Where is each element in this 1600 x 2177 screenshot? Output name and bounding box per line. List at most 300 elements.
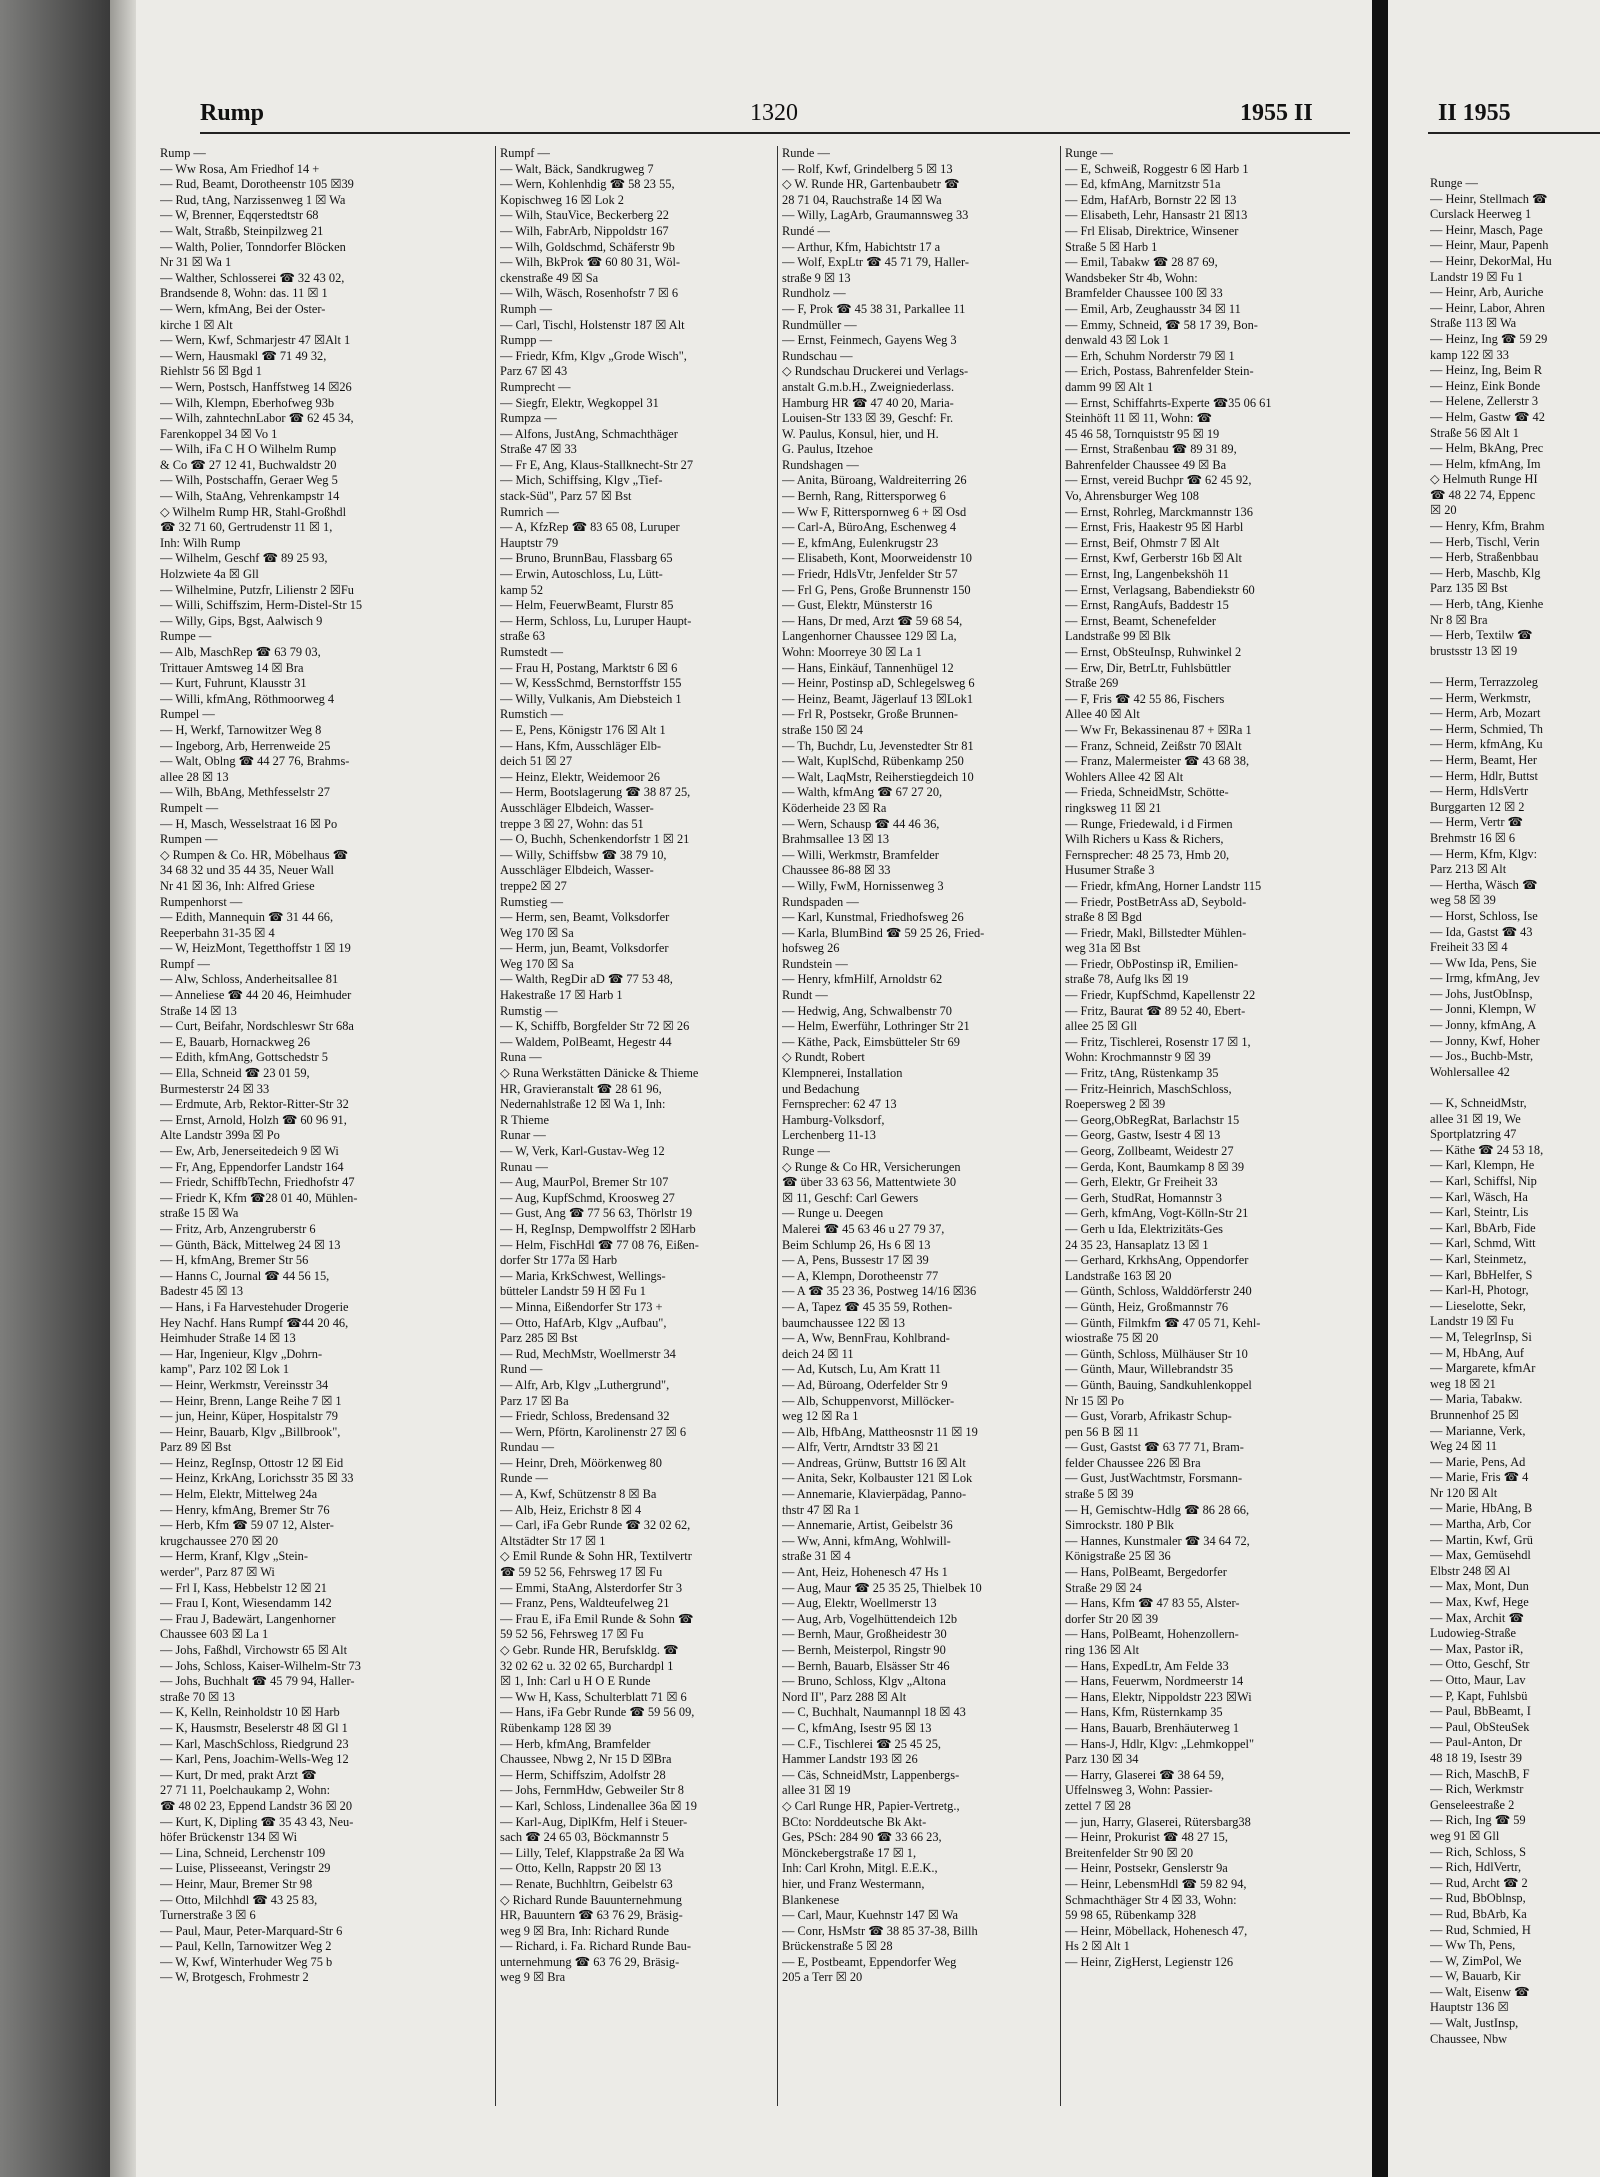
directory-entry-line: — Hans, PolBeamt, Hohenzollern- [1065,1627,1239,1642]
directory-entry-line: werder", Parz 87 ☒ Wi [160,1565,275,1580]
directory-entry-line: — Aug, Maur ☎ 25 35 25, Thielbek 10 [782,1580,982,1595]
directory-entry-line: zettel 7 ☒ 28 [1065,1798,1131,1813]
directory-entry-line: — E, Bauarb, Hornackweg 26 [160,1034,311,1049]
directory-entry-line: — Hans, Feuerwm, Nordmeerstr 14 [1065,1674,1244,1689]
directory-entry-line: ◇ Rundt, Robert [782,1050,865,1065]
directory-entry-line: anstalt G.m.b.H., Zweigniederlass. [782,379,955,394]
directory-entry-line: Rundschau — [782,348,853,363]
directory-entry-line: — Herb, kfmAng, Bramfelder [500,1736,651,1751]
directory-entry-line: — A, Pens, Bussestr 17 ☒ 39 [782,1253,929,1268]
directory-entry-line: — A, Klempn, Dorotheenstr 77 [782,1268,939,1283]
facing-entry-line: — Heinz, Eink Bonde [1430,378,1541,393]
directory-entry-line: — W, KessSchmd, Bernstorffstr 155 [500,676,682,691]
directory-entry-line: — Edith, kfmAng, Gottschedstr 5 [160,1050,328,1065]
facing-entry-line: — Paul-Anton, Dr [1430,1735,1522,1750]
directory-entry-line: — Siegfr, Elektr, Wegkoppel 31 [500,395,659,410]
directory-entry-line: — Annemarie, Klavierpädag, Panno- [782,1487,967,1502]
directory-entry-line: Inh: Carl Krohn, Mitgl. E.E.K., [782,1861,938,1876]
facing-entry-line: — Henry, Kfm, Brahm [1430,519,1545,534]
directory-entry-line: — E, kfmAng, Eulenkrugstr 23 [782,535,939,550]
directory-entry-line: — Ernst, Fris, Haakestr 95 ☒ Harbl [1065,520,1244,535]
facing-entry-line: Elbstr 248 ☒ Al [1430,1563,1511,1578]
directory-entry-line: — Heinz, Beamt, Jägerlauf 13 ☒Lok1 [782,691,974,706]
directory-entry-line: — Franz, Schneid, Zeißstr 70 ☒Alt [1065,738,1242,753]
directory-entry-line: — Johs, Buchhalt ☎ 45 79 94, Haller- [160,1674,355,1689]
directory-entry-line: — Wilhelmine, Putzfr, Lilienstr 2 ☒Fu [160,582,355,597]
directory-entry-line: — Carl, Maur, Kuehnstr 147 ☒ Wa [782,1908,958,1923]
directory-entry-line: — Friedr, SchiffbTechn, Friedhofstr 47 [160,1175,355,1190]
directory-entry-line: krugchaussee 270 ☒ 20 [160,1533,279,1548]
facing-entry-line: — Max, Gemüsehdl [1430,1548,1531,1563]
directory-entry-line: — K, Hausmstr, Beselerstr 48 ☒ Gl 1 [160,1720,348,1735]
directory-entry-line: allee 25 ☒ Gll [1065,1019,1138,1034]
directory-entry-line: HR, Gravieranstalt ☎ 28 61 96, [500,1081,662,1096]
directory-entry-line: ◇ Rundschau Druckerei und Verlags- [782,364,969,379]
directory-entry-line: — Georg, Gastw, Isestr 4 ☒ 13 [1065,1128,1221,1143]
directory-entry-line: Rumstig — [500,1003,558,1018]
facing-entry-line: — Margarete, kfmAr [1430,1361,1536,1376]
directory-entry-line: — Ernst, ObSteuInsp, Ruhwinkel 2 [1065,645,1242,659]
facing-entry-line: — Paul, BbBeamt, I [1430,1704,1531,1719]
book-gutter [1372,0,1388,2177]
directory-entry-line: — W, Verk, Karl-Gustav-Weg 12 [500,1144,665,1158]
directory-entry-line: Runde — [782,146,830,160]
directory-entry-line: — Wilh, zahntechnLabor ☎ 62 45 34, [160,411,354,426]
directory-entry-line: — Heinr, Bauarb, Klgv „Billbrook", [160,1424,341,1439]
facing-entry-line: Ludowieg-Straße [1430,1626,1517,1641]
directory-entry-line: ☎ 48 02 23, Eppend Landstr 36 ☒ 20 [160,1798,353,1813]
directory-entry-line: 45 46 58, Tornquiststr 95 ☒ 19 [1065,426,1220,441]
directory-entry-line: — Rud, Beamt, Dorotheenstr 105 ☒39 [160,177,354,192]
directory-entry-line: Rumstich — [500,707,563,722]
facing-entry-line: — Helene, Zellerstr 3 [1430,394,1539,409]
directory-entry-line: Holzwiete 4a ☒ Gll [160,567,259,582]
facing-entry-line: — Heinz, Ing ☎ 59 29 [1430,331,1548,346]
directory-entry-line: — Ad, Büroang, Oderfelder Str 9 [782,1377,948,1392]
directory-entry-line: Wohn: Moorreye 30 ☒ La 1 [782,645,922,659]
directory-entry-line: Rumpe — [160,629,212,644]
directory-entry-line: — Herm, Kranf, Klgv „Stein- [160,1549,308,1564]
directory-entry-line: — H, kfmAng, Bremer Str 56 [160,1253,309,1268]
facing-entry-line: — Max, Mont, Dun [1430,1579,1529,1594]
directory-entry-line: Husumer Straße 3 [1065,863,1155,878]
column-4 [1065,146,1345,1970]
directory-entry-line: — Walth, Polier, Tonndorfer Blöcken [160,239,346,254]
directory-entry-line: — Runge u. Deegen [782,1206,884,1221]
directory-entry-line: W. Paulus, Konsul, hier, und H. [782,426,939,441]
directory-entry-line: — Elisabeth, Kont, Moorweidenstr 10 [782,551,972,566]
directory-entry-line: Weg 170 ☒ Sa [500,956,574,971]
directory-entry-line: Rundt — [782,988,828,1003]
directory-entry-line: — Willy, Vulkanis, Am Diebsteich 1 [500,691,682,706]
page-header [200,100,1350,140]
directory-entry-line: — Friedr, PostBetrAss aD, Seybold- [1065,894,1247,909]
column-3 [782,146,1044,1986]
column-1 [160,146,422,1986]
column-divider [495,146,496,2106]
facing-entry-line: — W, Bauarb, Kir [1430,1969,1521,1984]
directory-entry-line: deich 51 ☒ 27 [500,754,573,769]
directory-entry-line: — Alfr, Vertr, Arndtstr 33 ☒ 21 [782,1440,940,1455]
directory-entry-line: — Ww F, Ritterspornweg 6 + ☒ Osd [782,504,967,519]
directory-entry-line: bütteler Landstr 59 H ☒ Fu 1 [500,1284,647,1299]
directory-entry-line: — Minna, Eißendorfer Str 173 + [500,1299,663,1314]
directory-entry-line: — Heinz, KrkAng, Lorichsstr 35 ☒ 33 [160,1471,354,1486]
facing-entry-line: weg 58 ☒ 39 [1430,893,1496,908]
directory-entry-line: — Wilh, BkProk ☎ 60 80 31, Wöl- [500,255,681,270]
directory-entry-line: Chaussee 603 ☒ La 1 [160,1627,269,1642]
directory-entry-line: — Henry, kfmHilf, Arnoldstr 62 [782,972,943,987]
directory-entry-line: stack-Süd", Parz 57 ☒ Bst [500,489,632,504]
directory-entry-line: Runde — [500,1471,548,1486]
facing-entry-line: Freiheit 33 ☒ 4 [1430,940,1508,955]
directory-entry-line: hier, und Franz Westermann, [782,1876,925,1891]
directory-entry-line: — Günth, Schloss, Mülhäuser Str 10 [1065,1346,1248,1361]
directory-entry-line: — Hannes, Kunstmaler ☎ 34 64 72, [1065,1533,1250,1548]
page-number: 1320 [750,100,798,126]
facing-entry-line: Brunnenhof 25 ☒ [1430,1407,1519,1422]
directory-entry-line: Königstraße 25 ☒ 36 [1065,1549,1171,1564]
directory-entry-line: allee 28 ☒ 13 [160,769,229,784]
directory-entry-line: — Gust, JustWachtmstr, Forsmann- [1065,1471,1243,1486]
directory-entry-line: — Alb, HfbAng, Mattheosnstr 11 ☒ 19 [782,1424,978,1439]
directory-entry-line: Straße 14 ☒ 13 [160,1003,237,1018]
directory-entry-line: Rundstein — [782,956,848,971]
directory-entry-line: ◇ Runge & Co HR, Versicherungen [782,1159,961,1174]
facing-entry-line: Parz 135 ☒ Bst [1430,581,1508,596]
directory-entry-line: Wohlers Allee 42 ☒ Alt [1065,769,1184,784]
directory-entry-line: — Carl-A, BüroAng, Eschenweg 4 [782,520,957,535]
directory-entry-line: — F, Prok ☎ 45 38 31, Parkallee 11 [782,301,966,316]
directory-entry-line: — Hans-J, Hdlr, Klgv: „Lehmkoppel" [1065,1736,1255,1751]
directory-entry-line: — Ernst, Feinmech, Gayens Weg 3 [782,333,957,348]
column-divider [777,146,778,2106]
directory-entry-line: — Heinr, Postsekr, Genslerstr 9a [1065,1861,1228,1876]
facing-entry-line: — Lieselotte, Sekr, [1430,1298,1526,1313]
directory-entry-line: — Ernst, Verlagsang, Babendiekstr 60 [1065,582,1255,597]
directory-entry-line: — Paul, Maur, Peter-Marquard-Str 6 [160,1923,343,1938]
facing-entry-line: — Martin, Kwf, Grü [1430,1532,1533,1547]
directory-entry-line: — Heinz, Elektr, Weidemoor 26 [500,769,660,784]
facing-entry-line: ☎ 48 22 74, Eppenc [1430,487,1536,502]
facing-entry-line: — Karl, Schmd, Witt [1430,1236,1536,1251]
facing-entry-line: Brehmstr 16 ☒ 6 [1430,830,1516,845]
directory-entry-line: — O, Buchh, Schenkendorfstr 1 ☒ 21 [500,832,690,847]
directory-entry-line: — Ernst, Beif, Ohmstr 7 ☒ Alt [1065,535,1220,550]
directory-entry-line: Rundmüller — [782,317,857,332]
directory-entry-line: weg 9 ☒ Bra, Inh: Richard Runde [500,1923,670,1938]
directory-entry-line: — Frau H, Postang, Marktstr 6 ☒ 6 [500,660,678,675]
directory-entry-line: Chaussee, Nbwg 2, Nr 15 D ☒Bra [500,1752,672,1767]
directory-entry-line: — Helm, FeuerwBeamt, Flurstr 85 [500,598,674,613]
directory-entry-line: Uffelnsweg 3, Wohn: Passier- [1065,1783,1213,1798]
directory-entry-line: Nedernahlstraße 12 ☒ Wa 1, Inh: [500,1097,666,1112]
directory-entry-line: felder Chaussee 226 ☒ Bra [1065,1455,1201,1470]
directory-entry-line: thstr 47 ☒ Ra 1 [782,1502,860,1517]
facing-entry-line: — Ww Th, Pens, [1430,1938,1516,1953]
directory-entry-line: 32 02 62 u. 32 02 65, Burchardpl 1 [500,1658,674,1673]
directory-entry-line: — Otto, Milchhdl ☎ 43 25 83, [160,1892,318,1907]
facing-entry-line: 48 18 19, Isestr 39 [1430,1750,1522,1765]
directory-entry-line: Malerei ☎ 45 63 46 u 27 79 37, [782,1221,945,1236]
directory-entry-line: — Otto, Kelln, Rappstr 20 ☒ 13 [500,1861,662,1876]
directory-entry-line: — Anita, Sekr, Kolbauster 121 ☒ Lok [782,1471,973,1486]
directory-entry-line: — Anita, Büroang, Waldreiterring 26 [782,473,967,488]
directory-entry-line: — Waldem, PolBeamt, Hegestr 44 [500,1034,672,1049]
directory-entry-line: Straße 47 ☒ 33 [500,442,577,457]
directory-entry-line: Trittauer Amtsweg 14 ☒ Bra [160,660,304,675]
facing-entry-line: Runge — [1430,176,1478,190]
facing-entry-line: ◇ Helmuth Runge HI [1430,472,1538,487]
facing-entry-line: Hauptstr 136 ☒ [1430,2000,1509,2015]
directory-entry-line: — Karl, Kunstmal, Friedhofsweg 26 [782,910,964,925]
directory-entry-line: — Curt, Beifahr, Nordschleswr Str 68a [160,1019,354,1034]
directory-entry-line: — Wolf, ExpLtr ☎ 45 71 79, Haller- [782,255,970,270]
facing-entry-line: — Herb, Tischl, Verin [1430,534,1540,549]
directory-entry-line: — Georg, Zollbeamt, Weidestr 27 [1065,1144,1234,1158]
header-surname: Rump [200,100,265,126]
directory-entry-line: wiostraße 75 ☒ 20 [1065,1331,1159,1346]
directory-entry-line: Köderheide 23 ☒ Ra [782,800,887,815]
directory-entry-line: Landstraße 99 ☒ Blk [1065,629,1171,644]
facing-entry-line: — Jonni, Klempn, W [1430,1002,1537,1017]
directory-entry-line: 59 98 65, Rübenkamp 328 [1065,1908,1197,1923]
directory-entry-line: Nr 41 ☒ 36, Inh: Alfred Griese [160,878,315,893]
directory-entry-line: — Walth, kfmAng ☎ 67 27 20, [782,785,943,800]
facing-entry-line: — Karl, Schiffsl, Nip [1430,1174,1537,1188]
facing-entry-line [1430,659,1600,675]
facing-entry-line: — W, ZimPol, We [1430,1953,1522,1968]
facing-entry-line: — K, SchneidMstr, [1430,1096,1527,1111]
directory-entry-line: — Friedr, Kfm, Klgv „Grode Wisch", [500,348,687,363]
directory-entry-line: — Johs, Faßhdl, Virchowstr 65 ☒ Alt [160,1643,348,1657]
directory-entry-line: Simrockstr. 180 P Blk [1065,1518,1175,1533]
directory-entry-line: — C, kfmAng, Isestr 95 ☒ 13 [782,1720,932,1735]
directory-entry-line: — Alb, Schuppenvorst, Millöcker- [782,1393,955,1408]
facing-entry-line: — Otto, Maur, Lav [1430,1673,1526,1687]
directory-entry-line: — Heinr, Prokurist ☎ 48 27 15, [1065,1830,1228,1845]
facing-entry-line: Landstr 19 ☒ Fu [1430,1314,1514,1329]
directory-entry-line: hofsweg 26 [782,941,840,956]
facing-entry-line: — Irmg, kfmAng, Jev [1430,971,1540,986]
facing-entry-line: — Herb, Maschb, Klg [1430,565,1541,580]
directory-entry-line: — Johs, FernmHdw, Gebweiler Str 8 [500,1783,685,1798]
directory-entry-line: Schmachthäger Str 4 ☒ 33, Wohn: [1065,1892,1237,1907]
directory-entry-line: — Th, Buchdr, Lu, Jevenstedter Str 81 [782,738,974,753]
directory-entry-line: — Ernst, Arnold, Holzh ☎ 60 96 91, [160,1112,347,1127]
directory-entry-line: 59 52 56, Fehrsweg 17 ☒ Fu [500,1627,644,1642]
directory-entry-line: — Edm, HafArb, Bornstr 22 ☒ 13 [1065,192,1237,207]
facing-entry-line: — Martha, Arb, Cor [1430,1517,1531,1532]
facing-entry-line: — Karl, Wäsch, Ha [1430,1189,1528,1204]
directory-entry-line: — Wilh, Klempn, Eberhofweg 93b [160,395,335,410]
directory-entry-line: G. Paulus, Itzehoe [782,442,873,457]
directory-entry-line: — Hans, ExpedLtr, Am Felde 33 [1065,1658,1229,1673]
facing-entry-line: — Helm, Gastw ☎ 42 [1430,409,1545,424]
directory-entry-line: straße 8 ☒ Bgd [1065,910,1142,925]
facing-entry-line: — Karl, Steinmetz, [1430,1251,1527,1266]
facing-entry-line: — Helm, kfmAng, Im [1430,456,1541,471]
directory-entry-line: ckenstraße 49 ☒ Sa [500,270,599,285]
directory-entry-line: — Wilhelm, Geschf ☎ 89 25 93, [160,551,328,566]
directory-entry-line: — Gerh u Ida, Elektrizitäts-Ges [1065,1221,1223,1236]
directory-entry-line: ◇ Gebr. Runde HR, Berufskldg. ☎ [500,1643,679,1657]
directory-entry-line: Burmesterstr 24 ☒ 33 [160,1081,270,1096]
directory-entry-line: — Friedr, Makl, Billstedter Mühlen- [1065,925,1247,940]
directory-entry-line: Hakestraße 17 ☒ Harb 1 [500,988,623,1003]
directory-entry-line: — Wern, Kohlenhdig ☎ 58 23 55, [500,177,675,192]
directory-entry-line: — Karl, Schloss, Lindenallee 36a ☒ 19 [500,1798,697,1813]
directory-entry-line: Rundé — [782,223,830,238]
directory-entry-line: weg 9 ☒ Bra [500,1970,566,1985]
directory-entry-line: Allee 40 ☒ Alt [1065,707,1140,722]
directory-entry-line: — Hans, Kfm, Rüsternkamp 35 [1065,1705,1223,1720]
directory-entry-line: — Heinr, Brenn, Lange Reihe 7 ☒ 1 [160,1393,342,1408]
directory-entry-line: — Friedr, KupfSchmd, Kapellenstr 22 [1065,988,1256,1003]
directory-entry-line: — Frl Elisab, Direktrice, Winsener [1065,223,1239,238]
directory-entry-line: — Fr E, Ang, Klaus-Stallknecht-Str 27 [500,457,694,472]
directory-entry-line: ◇ Emil Runde & Sohn HR, Textilvertr [500,1549,692,1564]
directory-entry-line: — Maria, KrkSchwest, Wellings- [500,1268,666,1283]
directory-entry-line: Rumrich — [500,504,559,519]
directory-entry-line: Rumpel — [160,707,215,722]
directory-entry-line: & Co ☎ 27 12 41, Buchwaldstr 20 [160,457,337,472]
directory-entry-line: Rundshagen — [782,457,859,472]
directory-entry-line: Ges, PSch: 284 90 ☎ 33 66 23, [782,1830,942,1845]
directory-entry-line: — C, Buchhalt, Naumannpl 18 ☒ 43 [782,1705,966,1720]
directory-entry-line: — Emmy, Schneid, ☎ 58 17 39, Bon- [1065,317,1258,332]
facing-entry-line: — Herm, Werkmstr, [1430,690,1531,705]
directory-entry-line: — Henry, kfmAng, Bremer Str 76 [160,1502,330,1517]
directory-entry-line: — Gerda, Kont, Baumkamp 8 ☒ 39 [1065,1159,1245,1174]
facing-entry-line: — Max, Archit ☎ [1430,1610,1524,1625]
directory-entry-line: — Gerhard, KrkhsAng, Oppendorfer [1065,1253,1249,1268]
directory-entry-line: R Thieme [500,1112,549,1127]
directory-entry-line: — Anneliese ☎ 44 20 46, Heimhuder [160,988,352,1003]
directory-entry-line: Nr 15 ☒ Po [1065,1393,1124,1408]
book-left-edge [0,0,110,2177]
directory-entry-line: Langenhorner Chaussee 129 ☒ La, [782,629,957,644]
directory-entry-line: — Willy, FwM, Hornissenweg 3 [782,878,944,893]
directory-entry-line: — Friedr, Schloss, Bredensand 32 [500,1409,670,1424]
directory-entry-line: HR, Bauuntern ☎ 63 76 29, Bräsig- [500,1908,683,1923]
directory-entry-line: Rundau — [500,1440,555,1455]
facing-entry-line: — Herb, tAng, Kienhe [1430,597,1544,612]
directory-entry-line: 27 71 11, Poelchaukamp 2, Wohn: [160,1783,331,1798]
directory-entry-line: — Runge, Friedewald, i d Firmen [1065,816,1233,831]
directory-entry-line: — Frau J, Badewärt, Langenhorner [160,1611,336,1626]
directory-entry-line: — Emil, Tabakw ☎ 28 87 69, [1065,255,1218,270]
directory-entry-line: — Aug, Arb, Vogelhüttendeich 12b [782,1611,958,1626]
directory-entry-line: — Hans, i Fa Harvestehuder Drogerie [160,1299,349,1314]
directory-entry-line: — Lina, Schneid, Lerchenstr 109 [160,1845,326,1860]
facing-entry-line: — Horst, Schloss, Ise [1430,908,1538,923]
facing-entry-line: Wohlersallee 42 [1430,1064,1510,1079]
facing-entry-line: — Rich, Schloss, S [1430,1844,1527,1859]
directory-entry-line: — Wilh, BbAng, Methfesselstr 27 [160,785,330,800]
directory-entry-line: 205 a Terr ☒ 20 [782,1970,863,1985]
facing-entry-line: — Otto, Geschf, Str [1430,1657,1530,1672]
directory-entry-line: — K, Schiffb, Borgfelder Str 72 ☒ 26 [500,1019,690,1034]
facing-entry-line: — Walt, JustInsp, [1430,2016,1519,2031]
directory-entry-line: — Erh, Schuhm Norderstr 79 ☒ 1 [1065,348,1235,363]
directory-entry-line: ◇ Carl Runge HR, Papier-Vertretg., [782,1798,960,1813]
directory-entry-line: — Gerh, StudRat, Homannstr 3 [1065,1190,1222,1205]
directory-entry-line: Steinhöft 11 ☒ 11, Wohn: ☎ [1065,411,1212,426]
directory-entry-line: Klempnerei, Installation [782,1066,903,1081]
directory-entry-line: — E, Schweiß, Roggestr 6 ☒ Harb 1 [1065,161,1249,176]
directory-entry-line: — Heinr, Möbellack, Hohenesch 47, [1065,1923,1248,1938]
directory-entry-line: — Heinz, RegInsp, Ottostr 12 ☒ Eid [160,1455,344,1470]
directory-entry-line: Straße 29 ☒ 24 [1065,1580,1142,1595]
directory-entry-line: straße 70 ☒ 13 [160,1689,235,1704]
facing-entry-line: — Heinr, Maur, Papenh [1430,238,1549,253]
directory-entry-line: — Otto, HafArb, Klgv „Aufbau", [500,1315,667,1330]
directory-entry-line: baumchaussee 122 ☒ 13 [782,1315,905,1330]
directory-entry-line: treppe2 ☒ 27 [500,878,567,893]
directory-entry-line: Brückenstraße 5 ☒ 28 [782,1939,893,1954]
directory-entry-line: Inh: Wilh Rump [160,535,241,550]
directory-entry-line: Nord II", Parz 288 ☒ Alt [782,1689,907,1704]
facing-entry-line: — Karl, BbArb, Fide [1430,1220,1536,1235]
directory-entry-line: — Friedr, HdlsVtr, Jenfelder Str 57 [782,567,958,582]
directory-entry-line: — Hans, Elektr, Nippoldstr 223 ☒Wi [1065,1689,1252,1704]
directory-entry-line: Rumpza — [500,411,557,426]
directory-entry-line: — Erw, Dir, BetrLtr, Fuhlsbüttler [1065,660,1231,675]
facing-entry-line: brustsstr 13 ☒ 19 [1430,643,1518,658]
directory-entry-line: kirche 1 ☒ Alt [160,317,233,332]
directory-entry-line: — Wern, Hausmakl ☎ 71 49 32, [160,348,327,363]
directory-entry-line: kamp", Parz 102 ☒ Lok 1 [160,1362,290,1377]
directory-entry-line: Hey Nachf. Hans Rumpf ☎44 20 46, [160,1315,349,1330]
directory-entry-line: straße 150 ☒ 24 [782,722,863,737]
directory-entry-line: — Frau E, iFa Emil Runde & Sohn ☎ [500,1611,694,1626]
directory-entry-line: Rumpen — [160,832,218,847]
directory-entry-line: — Harry, Glaserei ☎ 38 64 59, [1065,1767,1225,1782]
directory-entry-line: Straße 5 ☒ Harb 1 [1065,239,1158,254]
facing-entry-line: — Jonny, Kwf, Hoher [1430,1033,1540,1048]
directory-entry-line: — H, Gemischtw-Hdlg ☎ 86 28 66, [1065,1502,1250,1517]
directory-entry-line: — Ernst, Beamt, Schenefelder [1065,613,1217,628]
directory-entry-line: — Ww Fr, Bekassinenau 87 + ☒Ra 1 [1065,722,1252,737]
directory-entry-line: — Walt, LaqMstr, Reiherstiegdeich 10 [782,769,974,784]
directory-entry-line: — Wilh, Goldschmd, Schäferstr 9b [500,239,675,254]
directory-entry-line: — Wern, Postsch, Hanffstweg 14 ☒26 [160,379,352,394]
directory-entry-line: Rumph — [500,301,552,316]
facing-entry-line: Straße 113 ☒ Wa [1430,316,1517,331]
directory-entry-line: Wandsbeker Str 4b, Wohn: [1065,270,1198,285]
directory-entry-line: — Johs, Schloss, Kaiser-Wilhelm-Str 73 [160,1658,361,1673]
directory-entry-line: Rumstieg — [500,894,563,909]
directory-entry-line: und Bedachung [782,1081,860,1096]
directory-entry-line: — Karl, MaschSchloss, Riedgrund 23 [160,1736,349,1751]
facing-entry-line: — Karl-H, Photogr, [1430,1283,1529,1298]
directory-entry-line: — Gust, Ang ☎ 77 56 63, Thörlstr 19 [500,1206,693,1221]
facing-page [1388,0,1600,2177]
facing-entry-line: — Herm, kfmAng, Ku [1430,737,1543,752]
facing-entry-line: — Rud, Archt ☎ 2 [1430,1875,1528,1890]
directory-entry-line: — K, Kelln, Reinholdstr 10 ☒ Harb [160,1705,340,1720]
facing-entry-line: — Max, Kwf, Hege [1430,1595,1529,1610]
directory-entry-line: Bahrenfelder Chaussee 49 ☒ Ba [1065,457,1227,472]
facing-entry-line: allee 31 ☒ 19, We [1430,1111,1521,1126]
directory-entry-line: — F, Fris ☎ 42 55 86, Fischers [1065,691,1225,706]
directory-entry-line: Lerchenberg 11-13 [782,1128,876,1143]
facing-entry-line: weg 18 ☒ 21 [1430,1376,1496,1391]
directory-entry-line: Parz 17 ☒ Ba [500,1393,569,1408]
directory-entry-line: Hs 2 ☒ Alt 1 [1065,1939,1130,1954]
directory-entry-line: — Ed, kfmAng, Marnitzstr 51a [1065,177,1221,192]
